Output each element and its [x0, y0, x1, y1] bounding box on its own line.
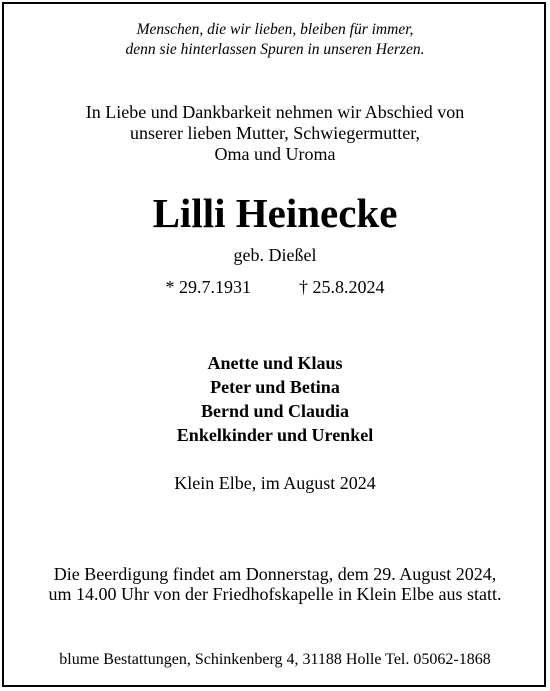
undertaker-footer: blume Bestattungen, Schinkenberg 4, 31188 Holle Tel. 05062-1868	[59, 651, 491, 668]
funeral-line-1: Die Beerdigung findet am Donnerstag, dem 29. August 2024,	[53, 564, 497, 584]
intro-line-3: Oma und Uroma	[214, 144, 336, 164]
mourner-2: Peter und Betina	[210, 377, 340, 397]
motto-line-1: Menschen, die wir lieben, bleiben für immer,	[136, 21, 414, 38]
mourner-3: Bernd und Claudia	[200, 401, 350, 421]
deceased-name: Lilli Heinecke	[152, 190, 398, 236]
motto-line-2: denn sie hinterlassen Spuren in unseren Herzen.	[125, 41, 425, 58]
intro-line-2: unserer lieben Mutter, Schwiegermutter,	[130, 123, 420, 143]
mourner-4: Enkelkinder und Urenkel	[176, 425, 374, 445]
life-dates	[0, 276, 550, 298]
place-date: Klein Elbe, im August 2024	[174, 473, 376, 493]
birth-date: * 29.7.1931	[165, 277, 251, 297]
death-date: † 25.8.2024	[299, 277, 385, 297]
mourner-1: Anette und Klaus	[207, 353, 343, 373]
funeral-line-2: um 14.00 Uhr von der Friedhofskapelle in Klein Elbe aus statt.	[48, 584, 502, 604]
intro-line-1: In Liebe und Dankbarkeit nehmen wir Abschied von	[85, 102, 465, 122]
birth-name: geb. Dießel	[233, 245, 317, 265]
